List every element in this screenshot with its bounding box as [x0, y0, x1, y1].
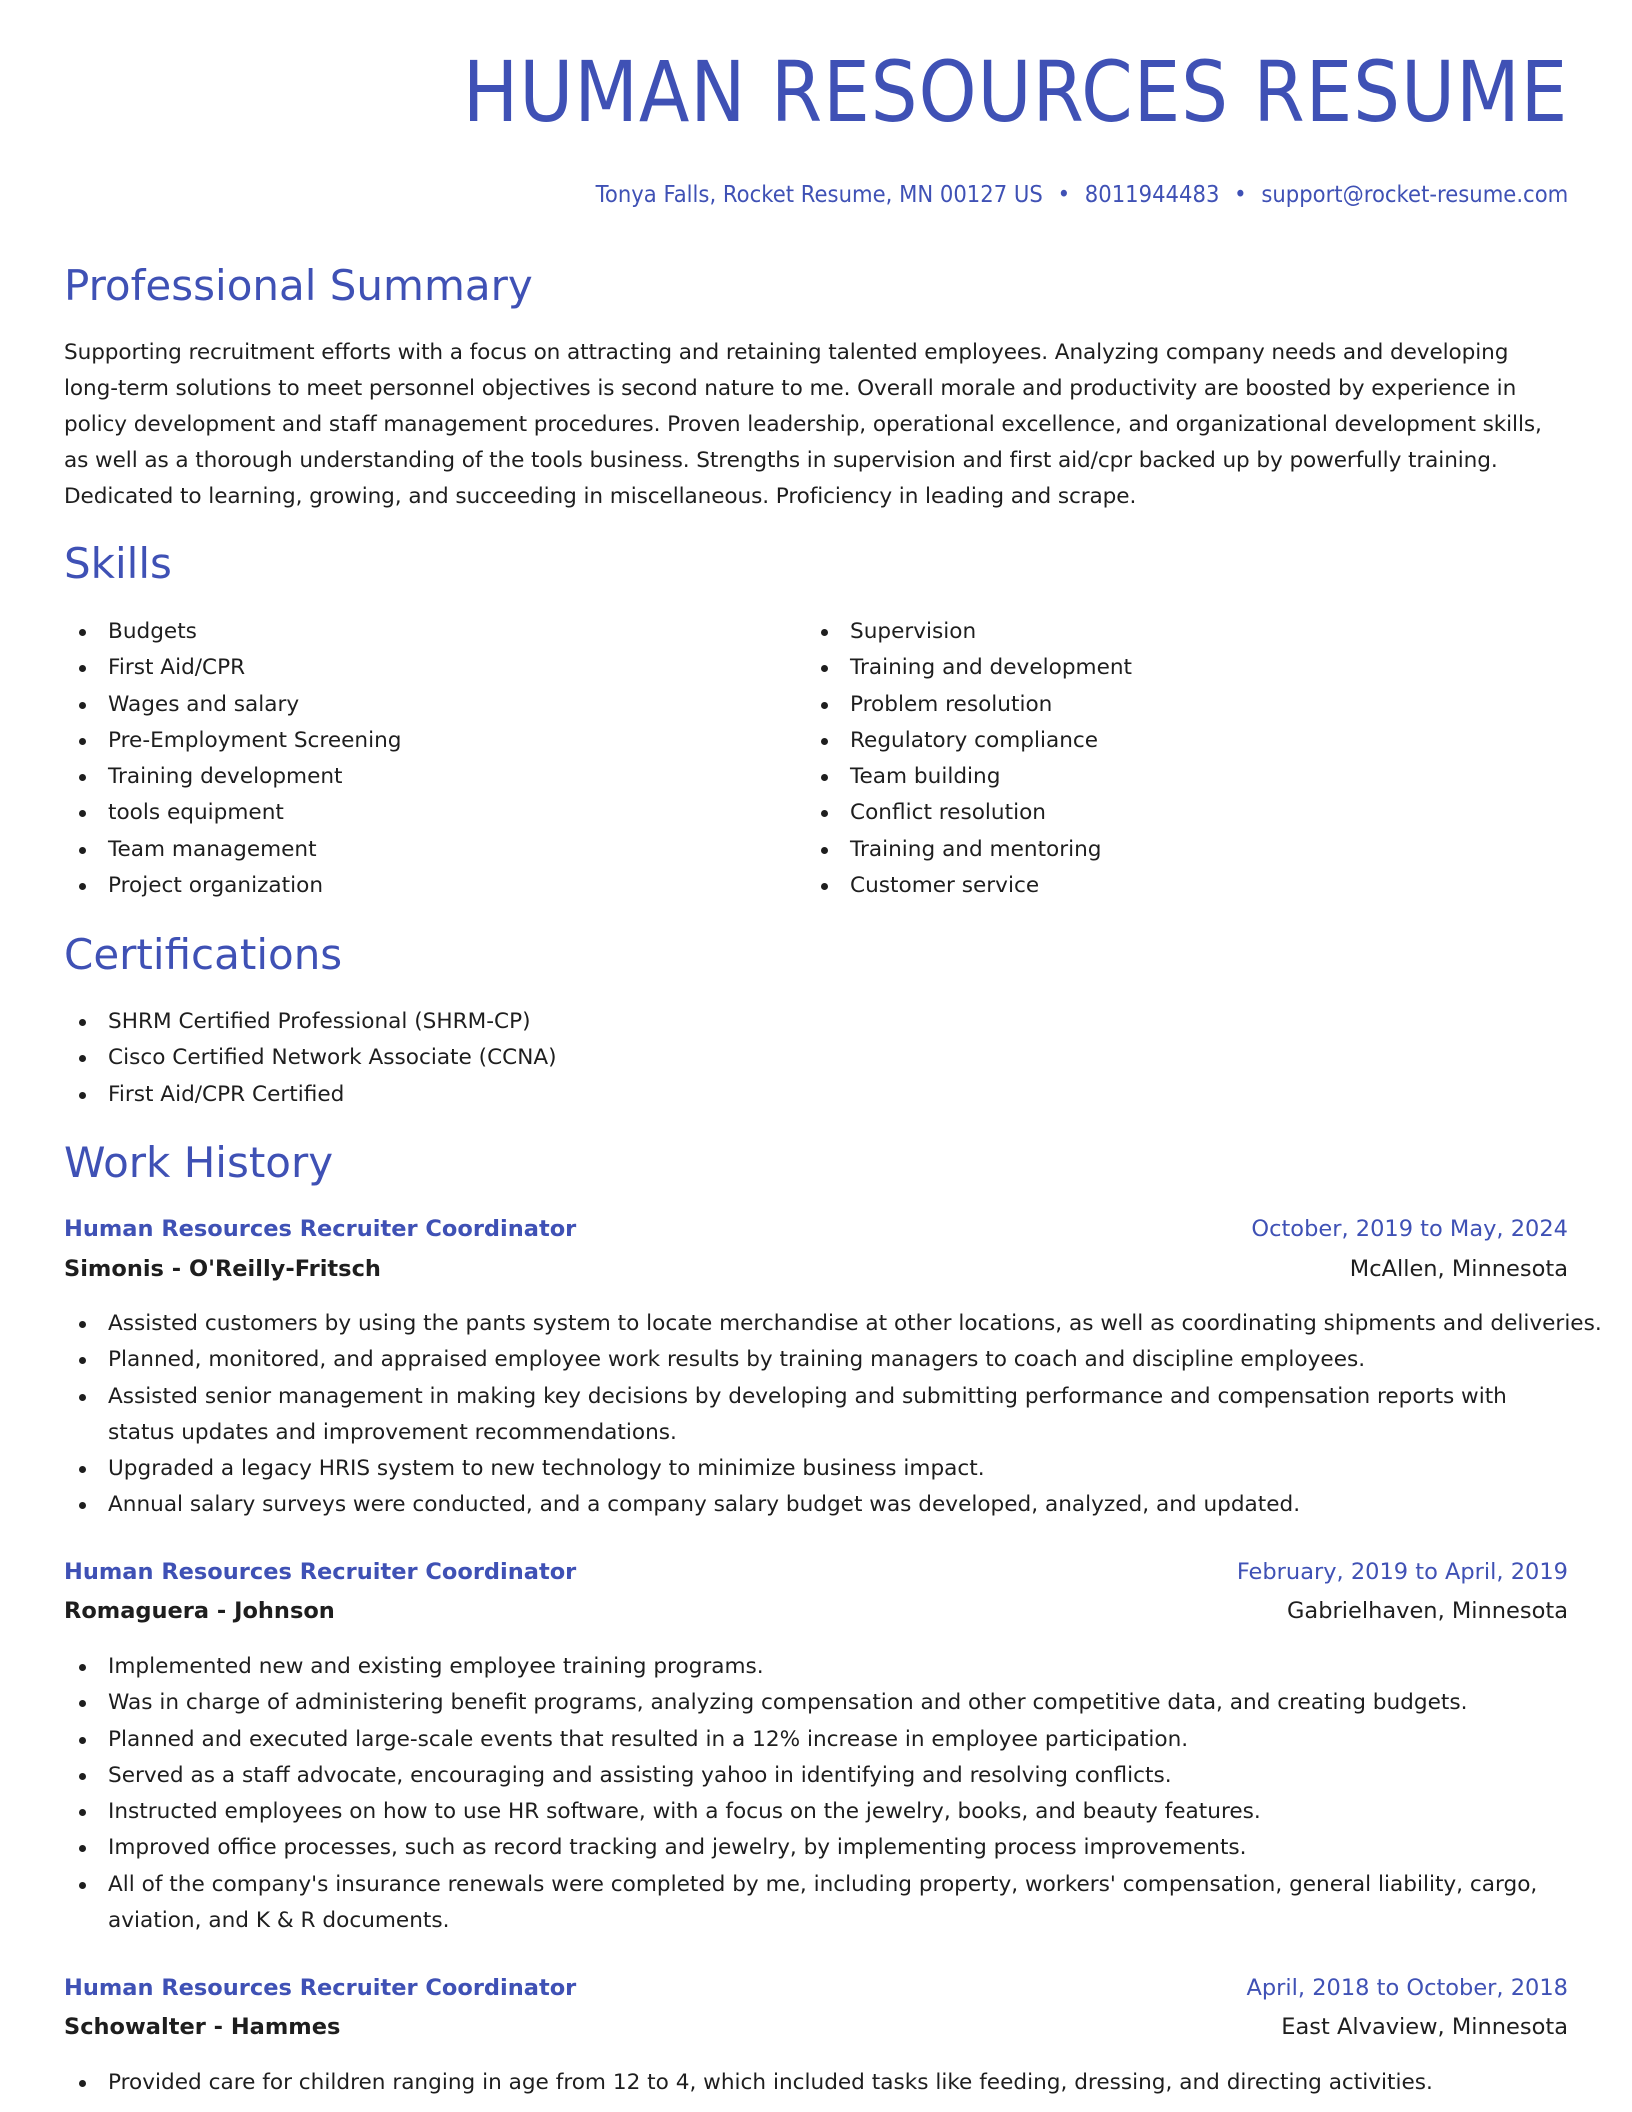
skill-item: tools equipment [64, 795, 764, 831]
skill-item: Problem resolution [806, 687, 1506, 723]
job-bullet: Served as a staff advocate, encouraging and assisting yahoo in identifying and resolving conflicts. [64, 1758, 1568, 1794]
job-bullet: All of the company's insurance renewals were completed by me, including property, workers' compensation, general liability, cargo, aviation, and K & R documents. [64, 1867, 1568, 1940]
skill-item: Training and mentoring [806, 832, 1506, 868]
contact-line [595, 182, 1568, 208]
skill-item: Conflict resolution [806, 795, 1506, 831]
contact-separator: • [1233, 182, 1247, 208]
job-bullet: Was in charge of administering benefit programs, analyzing compensation and other competitive data, and creating budgets. [64, 1685, 1568, 1721]
job-location: East Alvaview, Minnesota [1281, 2014, 1568, 2040]
skills-list-left [64, 614, 764, 904]
contact-separator: • [1057, 182, 1070, 208]
skills-heading: Skills [64, 539, 172, 588]
job-bullet: Assisted customers by using the pants system to locate merchandise at other locations, as well as coordinating shipments and deliveries. [64, 1306, 1568, 1342]
work-history-heading: Work History [64, 1138, 334, 1187]
skills-list-right [806, 614, 1506, 904]
job-title: Human Resources Recruiter Coordinator [64, 1559, 577, 1585]
summary-heading: Professional Summary [64, 261, 533, 310]
job-company-row [64, 2014, 1568, 2044]
job-bullets [64, 1306, 1602, 1524]
skill-item: First Aid/CPR [64, 650, 764, 686]
skill-item: Supervision [806, 614, 1506, 650]
job-title-row [64, 1216, 1568, 1246]
skill-item: Customer service [806, 868, 1506, 904]
certifications-list [64, 1004, 1568, 1113]
job-dates: April, 2018 to October, 2018 [1246, 1975, 1568, 2001]
job-bullet: Upgraded a legacy HRIS system to new technology to minimize business impact. [64, 1451, 1568, 1487]
certification-item: First Aid/CPR Certified [64, 1077, 1568, 1113]
skill-item: Project organization [64, 868, 764, 904]
job-title: Human Resources Recruiter Coordinator [64, 1216, 577, 1242]
certification-item: SHRM Certified Professional (SHRM-CP) [64, 1004, 1568, 1040]
skill-item: Regulatory compliance [806, 723, 1506, 759]
skill-item: Training and development [806, 650, 1506, 686]
skill-item: Wages and salary [64, 687, 764, 723]
job-bullet: Provided care for children ranging in age from 12 to 4, which included tasks like feeding, dressing, and directing activities. [64, 2065, 1568, 2101]
skill-item: Team building [806, 759, 1506, 795]
job-bullet: Planned, monitored, and appraised employee work results by training managers to coach and discipline employees. [64, 1342, 1568, 1378]
job-bullets [64, 2065, 1568, 2101]
job-bullet: Instructed employees on how to use HR software, with a focus on the jewelry, books, and beauty features. [64, 1794, 1568, 1830]
job-company-row [64, 1598, 1568, 1628]
job-company-row [64, 1256, 1568, 1286]
contact-phone: 8011944483 [1084, 182, 1220, 208]
job-bullets [64, 1649, 1568, 1939]
contact-email[interactable]: support@rocket-resume.com [1261, 182, 1568, 208]
job-company: Romaguera - Johnson [64, 1598, 335, 1624]
skill-item: Team management [64, 832, 764, 868]
skill-item: Budgets [64, 614, 764, 650]
job-title: Human Resources Recruiter Coordinator [64, 1975, 577, 2001]
job-bullet: Annual salary surveys were conducted, and a company salary budget was developed, analyzed, and updated. [64, 1487, 1568, 1523]
skill-item: Pre-Employment Screening [64, 723, 764, 759]
job-bullet: Assisted senior management in making key decisions by developing and submitting performance and compensation reports with status updates and improvement recommendations. [64, 1379, 1568, 1452]
contact-address: Tonya Falls, Rocket Resume, MN 00127 US [595, 182, 1043, 208]
job-dates: October, 2019 to May, 2024 [1251, 1216, 1568, 1242]
job-bullet: Improved office processes, such as record tracking and jewelry, by implementing process improvements. [64, 1830, 1568, 1866]
job-company: Simonis - O'Reilly-Fritsch [64, 1256, 381, 1282]
job-company: Schowalter - Hammes [64, 2014, 341, 2040]
job-location: Gabrielhaven, Minnesota [1287, 1598, 1568, 1624]
resume-title: HUMAN RESOURCES RESUME [462, 43, 1568, 141]
certification-item: Cisco Certified Network Associate (CCNA) [64, 1040, 1568, 1076]
job-bullet: Planned and executed large-scale events that resulted in a 12% increase in employee participation. [64, 1722, 1568, 1758]
job-title-row [64, 1559, 1568, 1589]
summary-text: Supporting recruitment efforts with a focus on attracting and retaining talented employees. Analyzing company needs and developing long-term solutions to meet personnel objectives is second nature to me. Overall morale and productivity are boosted by experience in policy development and staff management procedures. Proven leadership, operational excellence, and organizational development skills, as well as a thorough understanding of the tools business. Strengths in supervision and first aid/cpr backed up by powerfully training. Dedicated to learning, growing, and succeeding in miscellaneous. Proficiency in leading and scrape. [64, 340, 1542, 509]
job-location: McAllen, Minnesota [1349, 1256, 1568, 1282]
skill-item: Training development [64, 759, 764, 795]
job-dates: February, 2019 to April, 2019 [1236, 1559, 1568, 1585]
job-bullet: Implemented new and existing employee training programs. [64, 1649, 1568, 1685]
job-title-row [64, 1975, 1568, 2005]
certifications-heading: Certifications [64, 930, 343, 979]
